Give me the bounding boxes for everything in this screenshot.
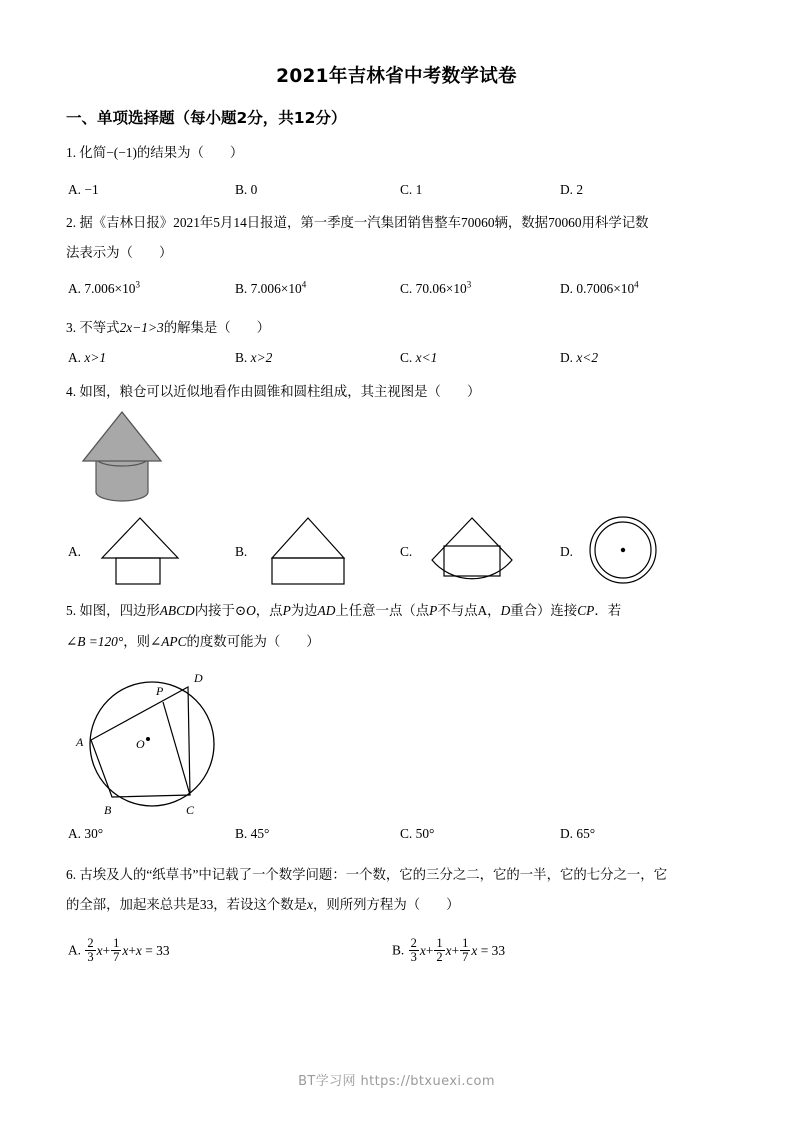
fraction-2-3 xyxy=(85,937,95,964)
question-2-option-a[interactable] xyxy=(68,281,140,297)
section-heading: 一、单项选择题（每小题2分，共12分） xyxy=(66,109,347,127)
question-4-option-b-label[interactable] xyxy=(235,544,247,560)
q5-text-5: 上任意一点（点 xyxy=(335,603,430,618)
label-o: O xyxy=(136,737,145,751)
question-3-option-c[interactable] xyxy=(400,350,437,366)
center-dot xyxy=(621,548,625,552)
option-label: D. xyxy=(560,182,574,197)
question-1-stem-close: ） xyxy=(229,145,244,160)
option-mantissa: 7.006×10 xyxy=(250,281,302,296)
segment-cp xyxy=(163,702,190,795)
q5-text-3: ，点 xyxy=(255,603,283,618)
question-6-stem-line-2 xyxy=(66,895,460,915)
question-3-expr: 2x−1>3 xyxy=(119,320,164,335)
question-1-option-c[interactable] xyxy=(400,182,422,198)
question-5-stem-line-1 xyxy=(66,601,621,621)
denominator: 7 xyxy=(113,950,120,965)
label-d: D xyxy=(194,671,203,685)
option-label: D. xyxy=(560,281,574,296)
question-4-stem xyxy=(66,382,480,402)
option-text: 30° xyxy=(84,826,104,841)
label-b: B xyxy=(104,803,112,817)
question-6-line-2a: 的全部，加起来总共是33，若设这个数是 xyxy=(66,897,308,912)
equation-tail: = 33 xyxy=(145,942,170,958)
question-1-number: 1. xyxy=(66,145,77,160)
label-a: A xyxy=(76,735,84,749)
numerator: 2 xyxy=(410,936,417,950)
question-6-number: 6. xyxy=(66,867,77,882)
var-x-2: x xyxy=(445,942,452,958)
option-text: 65° xyxy=(576,826,596,841)
q5-text-10: 的度数可能为（ xyxy=(186,634,281,649)
question-5-number: 5. xyxy=(66,603,77,618)
option-label: B. xyxy=(235,281,248,296)
option-label: D. xyxy=(560,826,574,841)
cone-triangle xyxy=(83,412,161,461)
question-1-stem xyxy=(66,143,243,163)
triangle-shape xyxy=(102,518,178,558)
q5-italic-abcd: ABCD xyxy=(159,603,195,618)
q5-italic-o: O xyxy=(246,603,256,618)
rectangle-shape xyxy=(272,558,344,584)
question-5-option-b[interactable] xyxy=(235,826,269,842)
question-2-option-d[interactable] xyxy=(560,281,639,297)
question-4-option-a-label[interactable] xyxy=(68,544,81,560)
option-label: B. xyxy=(392,942,405,958)
question-5-option-d[interactable] xyxy=(560,826,595,842)
question-6-variable-x: x xyxy=(307,897,313,912)
option-label: C. xyxy=(400,182,413,197)
question-1-stem-suffix: 的结果为（ xyxy=(136,145,204,160)
question-4-option-a-figure[interactable] xyxy=(90,514,190,586)
question-5-option-a[interactable] xyxy=(68,826,103,842)
denominator: 3 xyxy=(87,950,94,965)
q5-italic-d: D xyxy=(500,603,511,618)
operator-plus-1: + xyxy=(425,942,434,958)
q5-text-7: 重合）连接 xyxy=(510,603,578,618)
question-2-stem-line-2 xyxy=(66,243,172,263)
q5-text-9: ，则 xyxy=(123,634,151,649)
option-text: −1 xyxy=(84,182,99,197)
option-exponent: 3 xyxy=(466,279,472,290)
question-4-number: 4. xyxy=(66,384,77,399)
option-label: B. xyxy=(235,544,248,559)
question-6-line-1-text: 古埃及人的“纸草书”中记载了一个数学问题：一个数，它的三分之二，它的一半，它的七分之一，它 xyxy=(79,867,668,882)
label-p: P xyxy=(156,684,164,698)
triangle-shape xyxy=(272,518,344,558)
denominator: 3 xyxy=(410,950,417,965)
numerator: 1 xyxy=(436,936,443,950)
question-3-option-a[interactable] xyxy=(68,350,106,366)
question-5-option-c[interactable] xyxy=(400,826,434,842)
question-6-stem-line-1 xyxy=(66,865,667,885)
q5-italic-ad: AD xyxy=(317,603,336,618)
q5-italic-p2: P xyxy=(429,603,438,618)
denominator: 7 xyxy=(462,950,469,965)
question-3-number: 3. xyxy=(66,320,77,335)
q5-text-8: ．若 xyxy=(594,603,622,618)
center-point-dot xyxy=(146,737,150,741)
label-c: C xyxy=(186,803,195,817)
question-6-option-a[interactable] xyxy=(68,937,170,964)
option-text: 1 xyxy=(415,182,423,197)
question-2-line-2-text: 法表示为（ xyxy=(66,245,133,260)
q5-text-6: 不与点A， xyxy=(437,603,501,618)
var-x-2: x xyxy=(122,942,129,958)
option-label: B. xyxy=(235,182,248,197)
var-x-1: x xyxy=(419,942,426,958)
question-4-option-d-figure[interactable] xyxy=(583,514,663,586)
option-label: D. xyxy=(560,350,574,365)
question-4-option-d-label[interactable] xyxy=(560,544,573,560)
option-label: A. xyxy=(68,826,82,841)
question-3-stem xyxy=(66,318,270,338)
question-1-expr-minus: − xyxy=(106,145,114,160)
option-label: B. xyxy=(235,826,248,841)
question-1-stem-prefix: 化简 xyxy=(79,145,107,160)
option-text: 50° xyxy=(415,826,435,841)
numerator: 1 xyxy=(113,936,120,950)
option-label: C. xyxy=(400,350,413,365)
question-6-option-b[interactable] xyxy=(392,937,505,964)
operator-plus-2: + xyxy=(128,942,136,958)
fraction-1-7 xyxy=(111,937,121,964)
question-2-line-1-text: 据《吉林日报》2021年5月14日报道，第一季度一汽集团销售整车70060辆，数据70060用科学记数 xyxy=(79,215,649,230)
q5-text-close: ） xyxy=(306,634,320,649)
question-4-stem-close: ） xyxy=(466,384,481,399)
question-4-option-b-figure[interactable] xyxy=(258,514,358,586)
footer-watermark: BT学习网 https://btxuexi.com xyxy=(298,1074,495,1089)
granary-figure xyxy=(74,406,178,506)
question-3-stem-close: ） xyxy=(256,320,271,335)
question-2-number: 2. xyxy=(66,215,77,230)
option-exponent: 4 xyxy=(634,279,639,290)
option-exponent: 4 xyxy=(301,279,307,290)
var-x-3: x xyxy=(471,942,478,958)
fraction-1-2 xyxy=(434,937,444,964)
question-2-option-c[interactable] xyxy=(400,281,471,297)
question-3-stem-suffix: 的解集是（ xyxy=(163,320,231,335)
rectangle-shape xyxy=(444,546,500,576)
rectangle-shape xyxy=(116,558,160,584)
q5-italic-p: P xyxy=(282,603,291,618)
question-6-line-2b: ，则所列方程为（ xyxy=(312,897,421,912)
question-5-circle-figure xyxy=(72,664,242,820)
q5-text-4: 为边 xyxy=(290,603,318,618)
question-1-option-a[interactable] xyxy=(68,182,99,198)
question-1-expr-paren: (−1) xyxy=(113,145,137,160)
question-2-option-b[interactable] xyxy=(235,281,306,297)
option-text: 0 xyxy=(250,182,258,197)
option-text: x<1 xyxy=(415,350,438,365)
q5-italic-cp: CP xyxy=(577,603,595,618)
option-exponent: 3 xyxy=(135,279,140,290)
question-2-line-2-close: ） xyxy=(158,245,173,260)
q5-angle-apc: ∠APC xyxy=(150,634,187,649)
option-text: x>1 xyxy=(84,350,107,365)
question-3-option-d[interactable] xyxy=(560,350,598,366)
equation-b xyxy=(408,936,506,965)
option-label: A. xyxy=(68,182,82,197)
q5-text-2: 内接于⊙ xyxy=(194,603,247,618)
operator-plus-2: + xyxy=(451,942,460,958)
page-title: 2021年吉林省中考数学试卷 xyxy=(276,66,517,87)
option-text: 45° xyxy=(250,826,270,841)
question-4-stem-text: 如图，粮仓可以近似地看作由圆锥和圆柱组成，其主视图是（ xyxy=(79,384,441,399)
denominator: 2 xyxy=(436,950,443,965)
question-4-option-c-label[interactable] xyxy=(400,544,412,560)
option-mantissa: 7.006×10 xyxy=(84,281,136,296)
option-label: A. xyxy=(68,281,82,296)
option-label: A. xyxy=(68,544,82,559)
option-label: D. xyxy=(560,544,574,559)
operator-plus-1: + xyxy=(102,942,111,958)
fraction-2-3 xyxy=(409,937,419,964)
question-4-option-c-figure[interactable] xyxy=(422,514,522,586)
question-2-stem-line-1 xyxy=(66,213,649,233)
option-label: C. xyxy=(400,826,413,841)
question-3-stem-prefix: 不等式 xyxy=(79,320,120,335)
option-text: x>2 xyxy=(250,350,273,365)
option-label: A. xyxy=(68,942,82,958)
option-label: C. xyxy=(400,281,413,296)
option-text: 2 xyxy=(576,182,584,197)
numerator: 2 xyxy=(87,936,94,950)
fraction-1-7 xyxy=(460,937,470,964)
equation-tail: = 33 xyxy=(480,942,506,958)
q5-text-1: 如图，四边形 xyxy=(79,603,160,618)
question-5-stem-line-2 xyxy=(66,632,320,652)
equation-a xyxy=(84,936,170,965)
question-1-option-b[interactable] xyxy=(235,182,257,198)
q5-angle-b: ∠B =120° xyxy=(66,634,124,649)
option-label: C. xyxy=(400,544,413,559)
option-mantissa: 0.7006×10 xyxy=(576,281,635,296)
option-mantissa: 70.06×10 xyxy=(415,281,467,296)
var-x-3: x xyxy=(135,942,142,958)
question-3-option-b[interactable] xyxy=(235,350,272,366)
option-text: x<2 xyxy=(576,350,599,365)
var-x-1: x xyxy=(96,942,103,958)
question-1-option-d[interactable] xyxy=(560,182,583,198)
option-label: A. xyxy=(68,350,82,365)
numerator: 1 xyxy=(462,936,469,950)
option-label: B. xyxy=(235,350,248,365)
question-6-line-2-close: ） xyxy=(446,897,460,912)
